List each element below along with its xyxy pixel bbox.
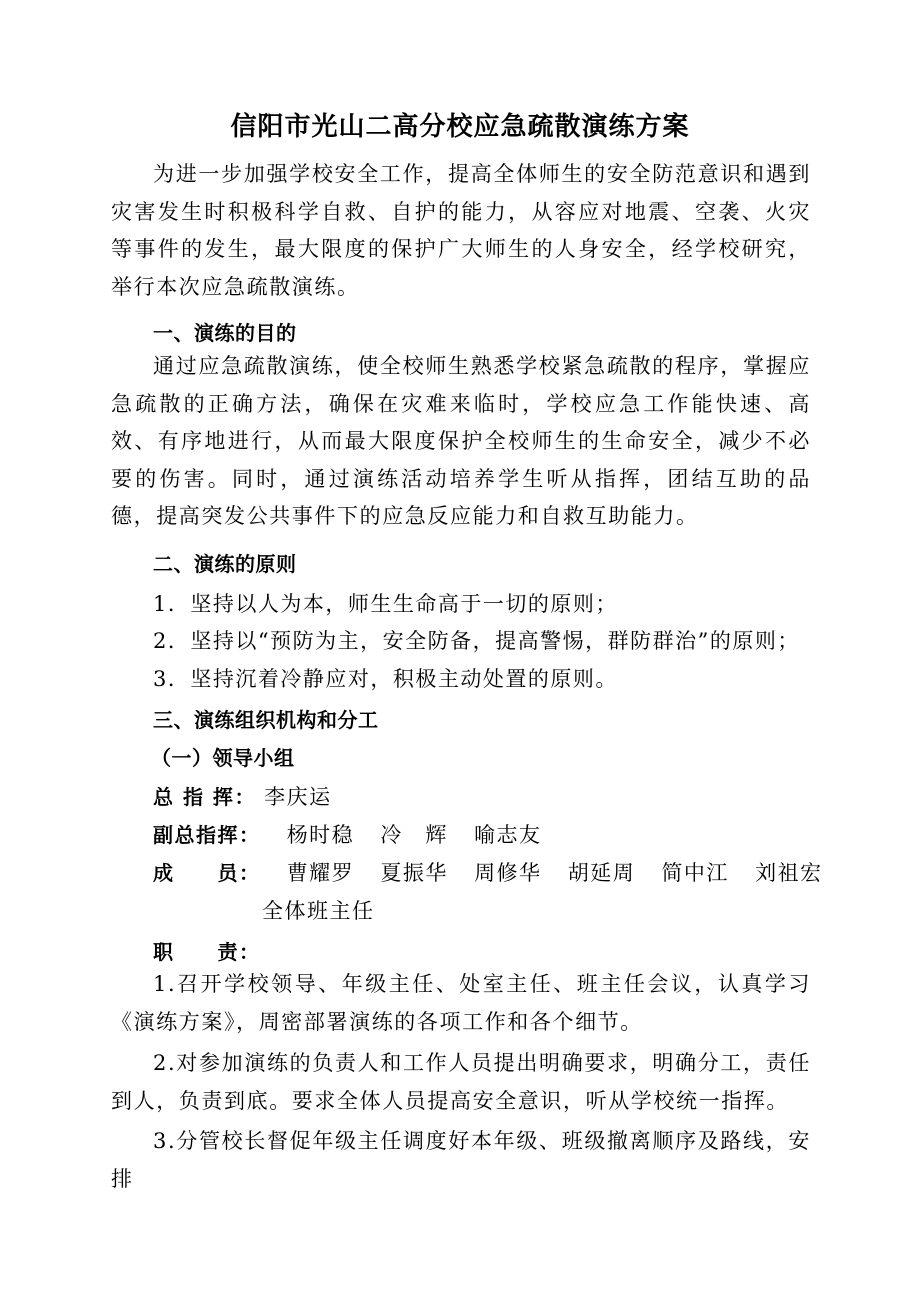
member-name: 刘祖宏 (755, 861, 823, 885)
section-heading-principles: 二、演练的原则 (153, 552, 297, 576)
member-name: 周修华 (474, 861, 542, 885)
intro-paragraph: 为进一步加强学校安全工作，提高全体师生的安全防范意识和遇到灾害发生时积极科学自救、自护的能力，从容应对地震、空袭、火灾等事件的发生，最大限度的保护广大师生的人身安全，经学校研究，举行本次应急疏散演练。 (111, 162, 811, 299)
principle-item: 3．坚持沉着冷静应对，积极主动处置的原则。 (153, 667, 618, 691)
commander-name: 李庆运 (264, 785, 332, 809)
deputy-name: 喻志友 (474, 823, 542, 847)
member-name: 曹耀罗 (286, 861, 355, 885)
member-name: 夏振华 (380, 861, 448, 885)
subheading-leadership-group: （一）领导小组 (151, 746, 295, 770)
commander-label: 总 指 挥 (153, 785, 235, 809)
purpose-paragraph: 通过应急疏散演练，使全校师生熟悉学校紧急疏散的程序，掌握应急疏散的正确方法，确保在灾难来临时，学校应急工作能快速、高效、有序地进行，从而最大限度保护全校师生的生命安全，减少不必要的伤害。同时，通过演练活动培养学生听从指挥，团结互助的品德，提高突发公共事件下的应急反应能力和自救互助能力。 (111, 354, 811, 528)
members-row-continued: 全体班主任 (262, 899, 375, 923)
colon: ： (234, 785, 256, 809)
principle-item: 2．坚持以“预防为主，安全防备，提高警惕，群防群治”的原则； (153, 629, 800, 653)
duty-item: 3.分管校长督促年级主任调度好本年级、班级撤离顺序及路线，安排 (111, 1129, 811, 1191)
member-name: 胡延周 (567, 861, 636, 885)
page-title: 信阳市光山二高分校应急疏散演练方案 (230, 112, 690, 142)
deputy-row (153, 819, 560, 849)
members-row (153, 857, 841, 887)
principle-item: 1．坚持以人为本，师生生命高于一切的原则； (153, 592, 618, 616)
colon: ： (239, 861, 261, 885)
section-heading-purpose: 一、演练的目的 (153, 321, 297, 345)
members-label: 成 员 (153, 861, 239, 885)
commander-row (153, 781, 332, 811)
deputy-label: 副总指挥 (153, 823, 239, 847)
duties-label: 职 责： (153, 940, 261, 964)
duty-item: 1.召开学校领导、年级主任、处室主任、班主任会议，认真学习《演练方案》，周密部署演练的各项工作和各个细节。 (111, 972, 811, 1034)
duty-item: 2.对参加演练的负责人和工作人员提出明确要求，明确分工，责任到人，负责到底。要求全体人员提高安全意识，听从学校统一指挥。 (111, 1051, 811, 1113)
colon: ： (239, 823, 261, 847)
member-name: 简中江 (661, 861, 729, 885)
deputy-name: 杨时稳 (286, 823, 355, 847)
deputy-name: 冷 辉 (380, 823, 448, 847)
section-heading-organization: 三、演练组织机构和分工 (153, 708, 379, 732)
